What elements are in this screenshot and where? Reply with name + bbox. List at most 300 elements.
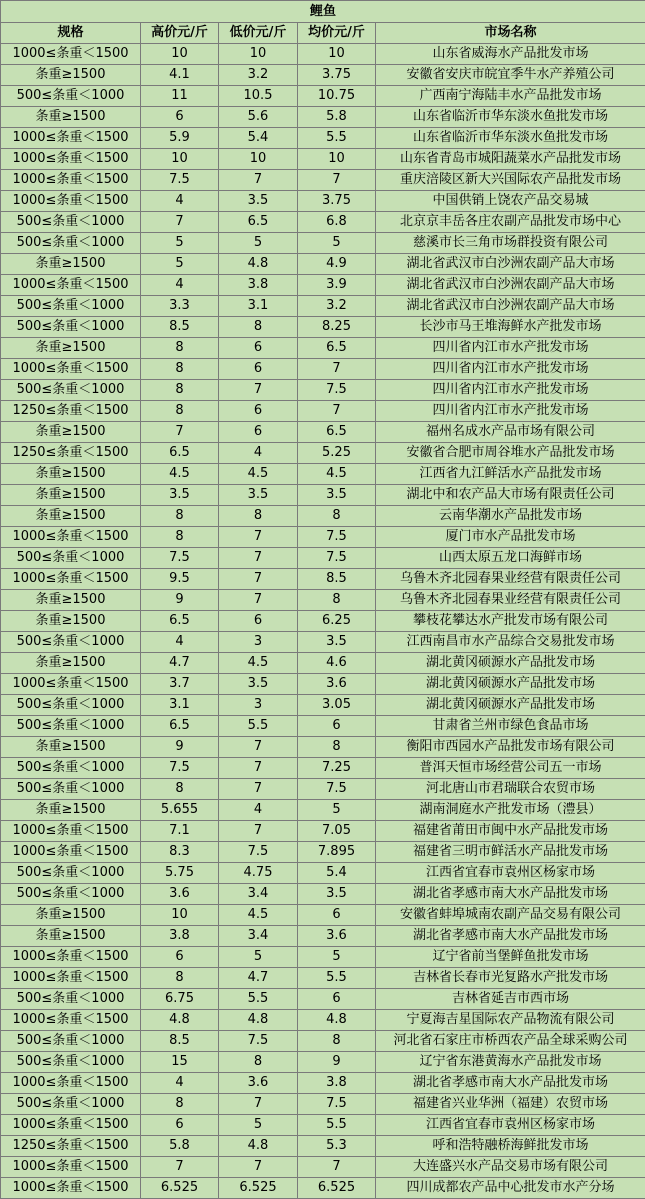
cell-spec: 500≤条重＜1000 (1, 716, 141, 737)
cell-avg-price: 7.05 (298, 821, 376, 842)
cell-high-price: 6.5 (141, 611, 219, 632)
cell-low-price: 7 (219, 779, 298, 800)
cell-low-price: 3.5 (219, 191, 298, 212)
cell-high-price: 10 (141, 905, 219, 926)
cell-high-price: 3.3 (141, 296, 219, 317)
cell-avg-price: 7.5 (298, 548, 376, 569)
cell-market-name: 四川省内江市水产批发市场 (376, 380, 645, 401)
cell-high-price: 8 (141, 779, 219, 800)
cell-high-price: 8 (141, 527, 219, 548)
cell-avg-price: 6.25 (298, 611, 376, 632)
table-row (1, 884, 645, 905)
table-row (1, 716, 645, 737)
cell-spec: 1000≤条重＜1500 (1, 1178, 141, 1199)
cell-avg-price: 5.3 (298, 1136, 376, 1157)
cell-low-price: 7 (219, 170, 298, 191)
cell-low-price: 6.525 (219, 1178, 298, 1199)
cell-high-price: 3.6 (141, 884, 219, 905)
table-row (1, 128, 645, 149)
table-row (1, 527, 645, 548)
cell-avg-price: 5 (298, 947, 376, 968)
table-row (1, 275, 645, 296)
table-row (1, 590, 645, 611)
cell-spec: 500≤条重＜1000 (1, 779, 141, 800)
cell-high-price: 9.5 (141, 569, 219, 590)
cell-avg-price: 4.9 (298, 254, 376, 275)
cell-avg-price: 9 (298, 1052, 376, 1073)
table-row (1, 338, 645, 359)
cell-market-name: 山东省威海水产品批发市场 (376, 44, 645, 65)
table-row (1, 1010, 645, 1031)
cell-market-name: 厦门市水产品批发市场 (376, 527, 645, 548)
cell-low-price: 10 (219, 149, 298, 170)
cell-high-price: 3.7 (141, 674, 219, 695)
table-row (1, 485, 645, 506)
cell-market-name: 云南华潮水产品批发市场 (376, 506, 645, 527)
table-row (1, 989, 645, 1010)
table-row (1, 401, 645, 422)
cell-high-price: 8.3 (141, 842, 219, 863)
cell-avg-price: 3.5 (298, 632, 376, 653)
cell-spec: 500≤条重＜1000 (1, 296, 141, 317)
cell-market-name: 福州名成水产品市场有限公司 (376, 422, 645, 443)
cell-spec: 1000≤条重＜1500 (1, 191, 141, 212)
cell-high-price: 3.5 (141, 485, 219, 506)
cell-spec: 500≤条重＜1000 (1, 632, 141, 653)
cell-spec: 1000≤条重＜1500 (1, 149, 141, 170)
table-row (1, 233, 645, 254)
cell-avg-price: 8 (298, 1031, 376, 1052)
cell-high-price: 7 (141, 422, 219, 443)
cell-high-price: 6 (141, 947, 219, 968)
cell-low-price: 7 (219, 758, 298, 779)
cell-low-price: 8 (219, 1052, 298, 1073)
cell-market-name: 重庆涪陵区新大兴国际农产品批发市场 (376, 170, 645, 191)
cell-low-price: 4.8 (219, 1136, 298, 1157)
cell-market-name: 甘肃省兰州市绿色食品市场 (376, 716, 645, 737)
cell-market-name: 山东省青岛市城阳蔬菜水产品批发市场 (376, 149, 645, 170)
table-row (1, 1115, 645, 1136)
cell-avg-price: 10 (298, 44, 376, 65)
cell-high-price: 5.655 (141, 800, 219, 821)
cell-spec: 500≤条重＜1000 (1, 317, 141, 338)
cell-high-price: 3.1 (141, 695, 219, 716)
table-row (1, 464, 645, 485)
table-row (1, 569, 645, 590)
table-row (1, 758, 645, 779)
table-row (1, 254, 645, 275)
cell-avg-price: 10 (298, 149, 376, 170)
cell-market-name: 湖北省孝感市南大水产品批发市场 (376, 926, 645, 947)
cell-low-price: 7 (219, 590, 298, 611)
table-row (1, 1031, 645, 1052)
cell-low-price: 5 (219, 1115, 298, 1136)
cell-spec: 500≤条重＜1000 (1, 863, 141, 884)
cell-high-price: 5.75 (141, 863, 219, 884)
table-row (1, 506, 645, 527)
cell-avg-price: 5.5 (298, 968, 376, 989)
cell-low-price: 3.5 (219, 485, 298, 506)
cell-market-name: 吉林省长春市光复路水产批发市场 (376, 968, 645, 989)
cell-low-price: 7.5 (219, 842, 298, 863)
cell-spec: 1250≤条重＜1500 (1, 1136, 141, 1157)
cell-market-name: 安徽省合肥市周谷堆水产品批发市场 (376, 443, 645, 464)
cell-avg-price: 5.5 (298, 128, 376, 149)
table-row (1, 653, 645, 674)
cell-spec: 条重≥1500 (1, 65, 141, 86)
cell-high-price: 4 (141, 632, 219, 653)
cell-spec: 1000≤条重＜1500 (1, 527, 141, 548)
cell-high-price: 5 (141, 233, 219, 254)
cell-avg-price: 6 (298, 716, 376, 737)
cell-spec: 1000≤条重＜1500 (1, 1073, 141, 1094)
cell-low-price: 7.5 (219, 1031, 298, 1052)
cell-spec: 条重≥1500 (1, 926, 141, 947)
cell-spec: 500≤条重＜1000 (1, 695, 141, 716)
cell-market-name: 湖北省武汉市白沙洲农副产品大市场 (376, 275, 645, 296)
cell-low-price: 3.2 (219, 65, 298, 86)
cell-low-price: 4.75 (219, 863, 298, 884)
cell-market-name: 湖北中和农产品大市场有限责任公司 (376, 485, 645, 506)
table-row (1, 695, 645, 716)
cell-low-price: 4 (219, 800, 298, 821)
table-row (1, 1136, 645, 1157)
cell-high-price: 6.5 (141, 716, 219, 737)
cell-spec: 500≤条重＜1000 (1, 884, 141, 905)
cell-spec: 500≤条重＜1000 (1, 233, 141, 254)
cell-spec: 1000≤条重＜1500 (1, 842, 141, 863)
cell-market-name: 福建省兴业华洲（福建）农贸市场 (376, 1094, 645, 1115)
table-row (1, 1073, 645, 1094)
cell-high-price: 8 (141, 380, 219, 401)
cell-spec: 500≤条重＜1000 (1, 380, 141, 401)
cell-avg-price: 5 (298, 800, 376, 821)
cell-spec: 条重≥1500 (1, 905, 141, 926)
table-row (1, 65, 645, 86)
cell-low-price: 3.4 (219, 926, 298, 947)
cell-low-price: 4.8 (219, 1010, 298, 1031)
cell-market-name: 四川省内江市水产批发市场 (376, 338, 645, 359)
cell-spec: 条重≥1500 (1, 485, 141, 506)
cell-low-price: 4.5 (219, 905, 298, 926)
cell-high-price: 4.1 (141, 65, 219, 86)
cell-avg-price: 7.5 (298, 380, 376, 401)
cell-low-price: 7 (219, 1094, 298, 1115)
table-row (1, 821, 645, 842)
cell-high-price: 8 (141, 359, 219, 380)
header-row (1, 23, 645, 44)
cell-high-price: 4 (141, 275, 219, 296)
cell-avg-price: 8 (298, 590, 376, 611)
cell-market-name: 慈溪市长三角市场群投资有限公司 (376, 233, 645, 254)
cell-low-price: 3.4 (219, 884, 298, 905)
cell-high-price: 3.8 (141, 926, 219, 947)
cell-market-name: 广西南宁海陆丰水产品批发市场 (376, 86, 645, 107)
cell-avg-price: 6.5 (298, 422, 376, 443)
cell-avg-price: 7 (298, 1157, 376, 1178)
cell-market-name: 山东省临沂市华东淡水鱼批发市场 (376, 128, 645, 149)
cell-avg-price: 3.6 (298, 926, 376, 947)
cell-spec: 500≤条重＜1000 (1, 86, 141, 107)
cell-low-price: 3.6 (219, 1073, 298, 1094)
cell-low-price: 6.5 (219, 212, 298, 233)
cell-high-price: 7 (141, 1157, 219, 1178)
table-row (1, 632, 645, 653)
cell-high-price: 7.5 (141, 548, 219, 569)
cell-low-price: 8 (219, 506, 298, 527)
cell-low-price: 6 (219, 359, 298, 380)
table-row (1, 212, 645, 233)
cell-spec: 条重≥1500 (1, 800, 141, 821)
cell-low-price: 5 (219, 947, 298, 968)
cell-low-price: 7 (219, 380, 298, 401)
table-row (1, 317, 645, 338)
cell-market-name: 湖北省武汉市白沙洲农副产品大市场 (376, 296, 645, 317)
cell-market-name: 大连盛兴水产品交易市场有限公司 (376, 1157, 645, 1178)
cell-market-name: 普洱天恒市场经营公司五一市场 (376, 758, 645, 779)
table-row (1, 800, 645, 821)
cell-high-price: 7 (141, 212, 219, 233)
cell-spec: 条重≥1500 (1, 338, 141, 359)
cell-avg-price: 6.5 (298, 338, 376, 359)
cell-avg-price: 7 (298, 401, 376, 422)
cell-spec: 500≤条重＜1000 (1, 212, 141, 233)
cell-low-price: 4 (219, 443, 298, 464)
table-row (1, 779, 645, 800)
cell-spec: 500≤条重＜1000 (1, 1031, 141, 1052)
cell-avg-price: 7 (298, 359, 376, 380)
cell-avg-price: 7.5 (298, 1094, 376, 1115)
cell-spec: 1000≤条重＜1500 (1, 569, 141, 590)
table-row (1, 1094, 645, 1115)
header-avg-price: 均价元/斤 (298, 23, 376, 44)
cell-high-price: 8 (141, 506, 219, 527)
table-row (1, 842, 645, 863)
table-row (1, 296, 645, 317)
table-title: 鲤鱼 (1, 1, 645, 23)
cell-high-price: 5.9 (141, 128, 219, 149)
cell-market-name: 福建省莆田市闽中水产品批发市场 (376, 821, 645, 842)
header-market-name: 市场名称 (376, 23, 645, 44)
cell-low-price: 7 (219, 548, 298, 569)
cell-low-price: 6 (219, 611, 298, 632)
table-row (1, 905, 645, 926)
cell-avg-price: 8 (298, 506, 376, 527)
cell-low-price: 4.8 (219, 254, 298, 275)
cell-high-price: 8.5 (141, 317, 219, 338)
cell-avg-price: 7.895 (298, 842, 376, 863)
cell-avg-price: 6 (298, 989, 376, 1010)
cell-avg-price: 7.25 (298, 758, 376, 779)
cell-avg-price: 7.5 (298, 527, 376, 548)
cell-market-name: 吉林省延吉市西市场 (376, 989, 645, 1010)
table-row (1, 968, 645, 989)
cell-spec: 条重≥1500 (1, 254, 141, 275)
cell-high-price: 7.5 (141, 758, 219, 779)
cell-low-price: 3.8 (219, 275, 298, 296)
cell-low-price: 5.4 (219, 128, 298, 149)
table-row (1, 1052, 645, 1073)
cell-spec: 1250≤条重＜1500 (1, 443, 141, 464)
cell-high-price: 4.8 (141, 1010, 219, 1031)
cell-spec: 1000≤条重＜1500 (1, 128, 141, 149)
cell-high-price: 6.75 (141, 989, 219, 1010)
cell-spec: 条重≥1500 (1, 653, 141, 674)
cell-spec: 1000≤条重＜1500 (1, 821, 141, 842)
cell-high-price: 9 (141, 737, 219, 758)
cell-market-name: 江西省九江鲜活水产品批发市场 (376, 464, 645, 485)
cell-high-price: 6 (141, 1115, 219, 1136)
cell-spec: 500≤条重＜1000 (1, 758, 141, 779)
cell-low-price: 7 (219, 569, 298, 590)
cell-spec: 条重≥1500 (1, 107, 141, 128)
cell-market-name: 福建省三明市鲜活水产品批发市场 (376, 842, 645, 863)
cell-spec: 条重≥1500 (1, 611, 141, 632)
cell-avg-price: 3.05 (298, 695, 376, 716)
cell-market-name: 衡阳市西园水产品批发市场有限公司 (376, 737, 645, 758)
cell-avg-price: 5.4 (298, 863, 376, 884)
cell-high-price: 4.7 (141, 653, 219, 674)
cell-high-price: 8 (141, 1094, 219, 1115)
cell-avg-price: 3.75 (298, 65, 376, 86)
cell-market-name: 山西太原五龙口海鲜市场 (376, 548, 645, 569)
cell-low-price: 5.5 (219, 989, 298, 1010)
cell-spec: 1000≤条重＜1500 (1, 359, 141, 380)
cell-avg-price: 5.8 (298, 107, 376, 128)
table-row (1, 359, 645, 380)
cell-avg-price: 6 (298, 905, 376, 926)
cell-high-price: 9 (141, 590, 219, 611)
cell-market-name: 四川省内江市水产批发市场 (376, 401, 645, 422)
cell-market-name: 安徽省蚌埠城南农副产品交易有限公司 (376, 905, 645, 926)
cell-high-price: 6.5 (141, 443, 219, 464)
cell-spec: 1000≤条重＜1500 (1, 170, 141, 191)
table-row (1, 674, 645, 695)
cell-avg-price: 4.8 (298, 1010, 376, 1031)
cell-spec: 500≤条重＜1000 (1, 1052, 141, 1073)
cell-spec: 1000≤条重＜1500 (1, 1115, 141, 1136)
table-row (1, 863, 645, 884)
cell-avg-price: 3.8 (298, 1073, 376, 1094)
table-row (1, 44, 645, 65)
cell-low-price: 5.6 (219, 107, 298, 128)
cell-low-price: 6 (219, 401, 298, 422)
cell-high-price: 8 (141, 338, 219, 359)
cell-spec: 1000≤条重＜1500 (1, 674, 141, 695)
cell-avg-price: 6.525 (298, 1178, 376, 1199)
cell-avg-price: 4.5 (298, 464, 376, 485)
table-row (1, 548, 645, 569)
cell-market-name: 辽宁省东港黄海水产品批发市场 (376, 1052, 645, 1073)
table-row (1, 443, 645, 464)
cell-avg-price: 3.5 (298, 884, 376, 905)
cell-market-name: 北京京丰岳各庄农副产品批发市场中心 (376, 212, 645, 233)
cell-market-name: 中国供销上饶农产品交易城 (376, 191, 645, 212)
cell-high-price: 7.5 (141, 170, 219, 191)
cell-avg-price: 5.5 (298, 1115, 376, 1136)
header-low-price: 低价元/斤 (219, 23, 298, 44)
cell-avg-price: 3.75 (298, 191, 376, 212)
cell-market-name: 长沙市马王堆海鲜水产批发市场 (376, 317, 645, 338)
table-row (1, 380, 645, 401)
cell-market-name: 乌鲁木齐北园春果业经营有限责任公司 (376, 590, 645, 611)
cell-market-name: 乌鲁木齐北园春果业经营有限责任公司 (376, 569, 645, 590)
cell-market-name: 湖北黄冈硕源水产品批发市场 (376, 695, 645, 716)
table-row (1, 1178, 645, 1199)
cell-high-price: 4 (141, 191, 219, 212)
cell-market-name: 江西省宜春市袁州区杨家市场 (376, 1115, 645, 1136)
cell-low-price: 4.5 (219, 653, 298, 674)
cell-spec: 1000≤条重＜1500 (1, 275, 141, 296)
cell-low-price: 3 (219, 632, 298, 653)
cell-spec: 条重≥1500 (1, 590, 141, 611)
cell-high-price: 6 (141, 107, 219, 128)
cell-low-price: 7 (219, 1157, 298, 1178)
cell-market-name: 湖北黄冈硕源水产品批发市场 (376, 653, 645, 674)
cell-market-name: 湖北黄冈硕源水产品批发市场 (376, 674, 645, 695)
cell-high-price: 6.525 (141, 1178, 219, 1199)
cell-avg-price: 8.25 (298, 317, 376, 338)
cell-spec: 1000≤条重＜1500 (1, 44, 141, 65)
cell-low-price: 7 (219, 821, 298, 842)
table-row (1, 947, 645, 968)
cell-avg-price: 4.6 (298, 653, 376, 674)
table-row (1, 86, 645, 107)
cell-low-price: 4.5 (219, 464, 298, 485)
cell-avg-price: 8 (298, 737, 376, 758)
cell-market-name: 湖北省武汉市白沙洲农副产品大市场 (376, 254, 645, 275)
cell-spec: 1250≤条重＜1500 (1, 401, 141, 422)
table-row (1, 107, 645, 128)
table-row (1, 737, 645, 758)
cell-market-name: 江西省宜春市袁州区杨家市场 (376, 863, 645, 884)
cell-avg-price: 6.8 (298, 212, 376, 233)
cell-high-price: 4 (141, 1073, 219, 1094)
table-row (1, 191, 645, 212)
cell-market-name: 山东省临沂市华东淡水鱼批发市场 (376, 107, 645, 128)
cell-low-price: 5 (219, 233, 298, 254)
table-row (1, 149, 645, 170)
cell-avg-price: 8.5 (298, 569, 376, 590)
table-row (1, 926, 645, 947)
table-row (1, 170, 645, 191)
cell-low-price: 3.1 (219, 296, 298, 317)
cell-market-name: 江西南昌市水产品综合交易批发市场 (376, 632, 645, 653)
cell-avg-price: 3.2 (298, 296, 376, 317)
header-high-price: 高价元/斤 (141, 23, 219, 44)
cell-high-price: 10 (141, 149, 219, 170)
cell-low-price: 7 (219, 737, 298, 758)
cell-spec: 500≤条重＜1000 (1, 989, 141, 1010)
cell-market-name: 河北省石家庄市桥西农产品全球采购公司 (376, 1031, 645, 1052)
cell-spec: 条重≥1500 (1, 506, 141, 527)
cell-high-price: 5 (141, 254, 219, 275)
cell-market-name: 河北唐山市君瑞联合农贸市场 (376, 779, 645, 800)
cell-avg-price: 5 (298, 233, 376, 254)
cell-high-price: 4.5 (141, 464, 219, 485)
cell-spec: 1000≤条重＜1500 (1, 1157, 141, 1178)
cell-high-price: 10 (141, 44, 219, 65)
cell-market-name: 四川成都农产品中心批发市水产分场 (376, 1178, 645, 1199)
cell-spec: 1000≤条重＜1500 (1, 968, 141, 989)
cell-spec: 1000≤条重＜1500 (1, 947, 141, 968)
cell-avg-price: 3.5 (298, 485, 376, 506)
cell-avg-price: 10.75 (298, 86, 376, 107)
cell-spec: 条重≥1500 (1, 737, 141, 758)
cell-low-price: 10 (219, 44, 298, 65)
cell-low-price: 6 (219, 422, 298, 443)
cell-high-price: 15 (141, 1052, 219, 1073)
